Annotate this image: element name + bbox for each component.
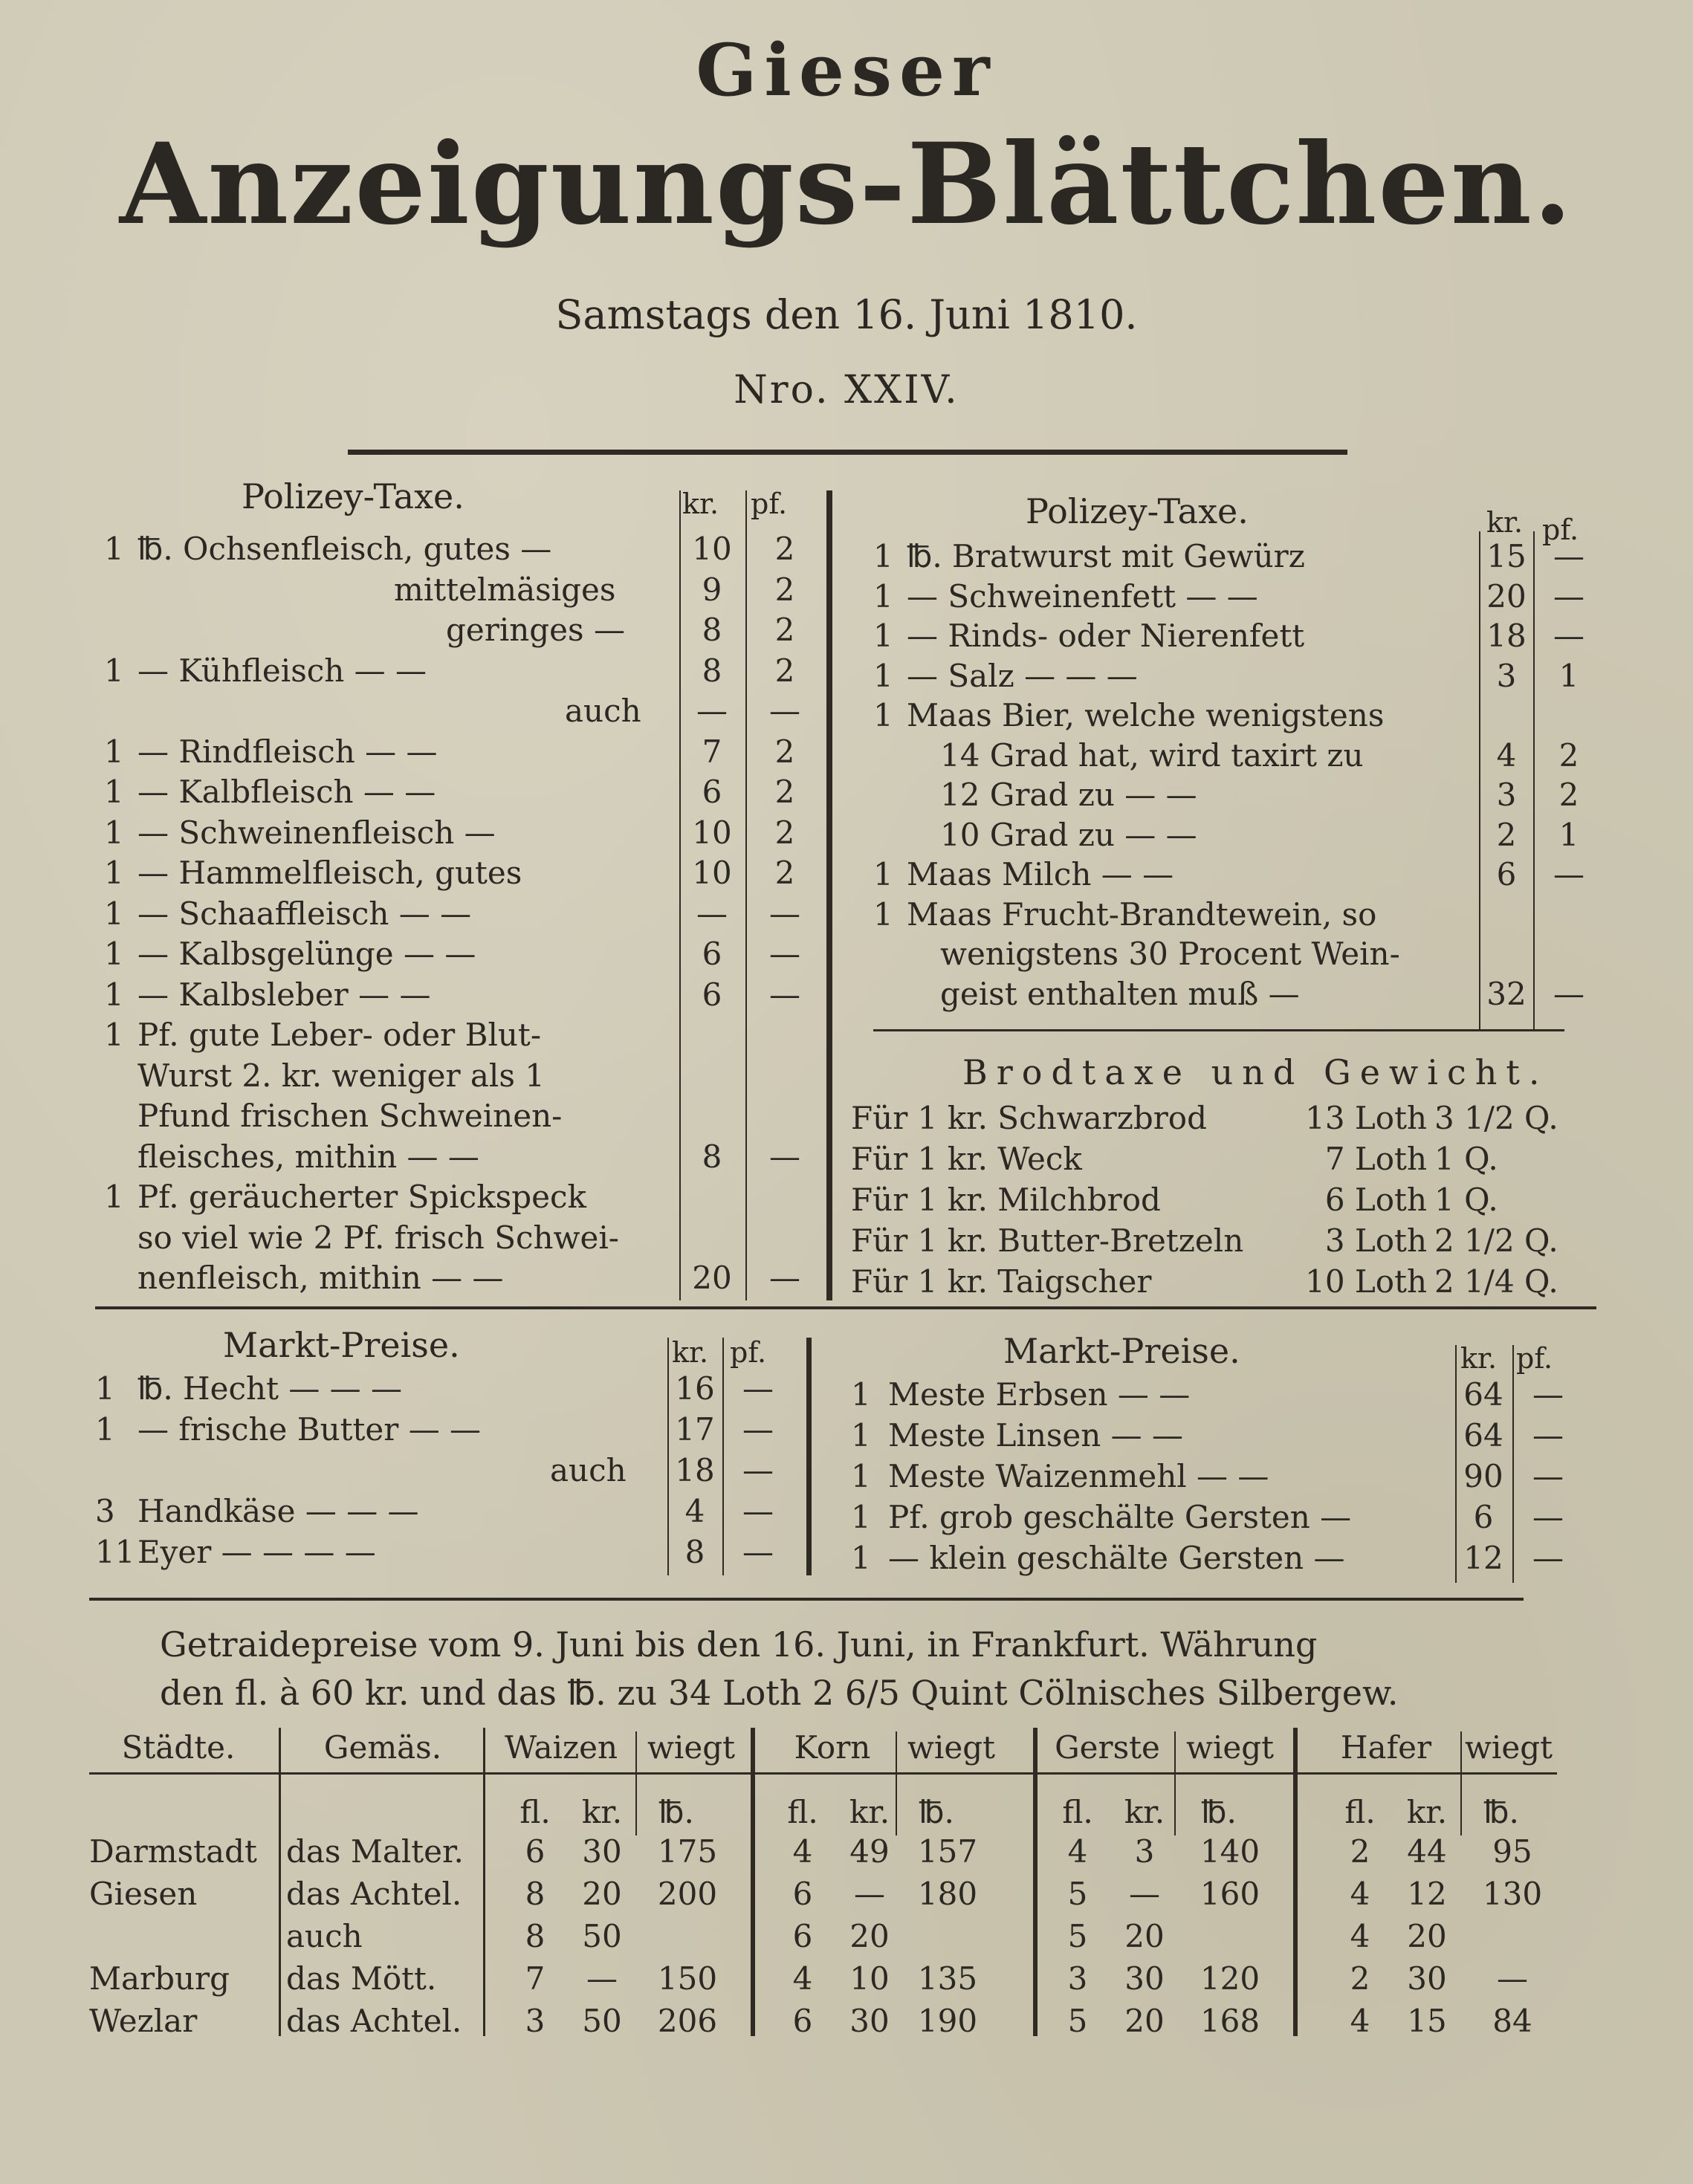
row-kr: 3 [1496, 657, 1517, 694]
getraide-kr: 44 [1407, 1833, 1447, 1870]
getraide-intro-1: Getraidepreise vom 9. Juni bis den 16. Juni, in Frankfurt. Währung [160, 1624, 1318, 1665]
row-pf: — [742, 1534, 774, 1570]
getraide-lb: 200 [657, 1876, 718, 1912]
row-text: — klein geschälte Gersten — [888, 1540, 1345, 1576]
row-kr: 8 [684, 1534, 705, 1570]
polizey-left-rule-pf [745, 490, 747, 1300]
row-text: — frische Butter — — [137, 1411, 482, 1448]
row-text: Meste Waizenmehl — — [888, 1458, 1269, 1494]
row-pf: — [769, 895, 800, 932]
getraide-fl: 3 [525, 2003, 546, 2039]
row-text: Maas Milch — — [907, 856, 1174, 892]
getraide-fl: 8 [525, 1918, 546, 1954]
getraide-vrule-thin [1174, 1731, 1176, 1835]
row-text: — Rindfleisch — — [137, 733, 438, 770]
brodtaxe-loth: 10 Loth [1305, 1263, 1427, 1300]
row-kr: 18 [675, 1452, 715, 1488]
row-text: Handkäse — — — [137, 1493, 419, 1529]
brodtaxe-text: Für 1 kr. Butter-Bretzeln [851, 1222, 1244, 1259]
getraide-lb: 157 [917, 1833, 978, 1870]
row-kr: 4 [1496, 736, 1517, 774]
getraide-lb: 135 [917, 1960, 978, 1997]
brodtaxe-quint: 2 1/4 Q. [1434, 1263, 1558, 1300]
row-qty: 1 [873, 577, 893, 615]
getraide-kr: 20 [582, 1876, 622, 1912]
getraide-kr: 20 [1124, 2003, 1165, 2039]
getraide-kr: 12 [1407, 1876, 1447, 1912]
row-kr: 3 [1496, 777, 1517, 813]
getraide-fl: 7 [525, 1960, 546, 1997]
row-pf: — [769, 976, 800, 1013]
row-pf: — [769, 1138, 800, 1175]
row-qty: 1 [104, 976, 124, 1013]
row-kr: — [696, 693, 728, 729]
brodtaxe-loth: 6 Loth [1324, 1182, 1427, 1218]
row-pf: 2 [1558, 736, 1579, 774]
row-kr: 8 [702, 652, 722, 689]
getraide-kr: 20 [1124, 1918, 1165, 1954]
row-text: — Kalbfleisch — — [137, 774, 436, 810]
getraide-lb: 84 [1492, 2003, 1532, 2039]
getraide-header: wiegt [1464, 1729, 1553, 1766]
getraide-lb: 130 [1482, 1876, 1543, 1912]
row-kr: 10 [692, 814, 732, 851]
polizey-right-bottom-rule [873, 1029, 1564, 1031]
getraide-fl: 4 [1350, 2003, 1370, 2039]
brodtaxe-text: Für 1 kr. Schwarzbrod [851, 1100, 1207, 1136]
row-pf: — [769, 1260, 800, 1296]
getraide-fl: 4 [1350, 1876, 1370, 1912]
markt-right-col-kr: kr. [1460, 1342, 1498, 1375]
getraide-vrule [1033, 1728, 1038, 2036]
masthead-city: Gieser [696, 28, 997, 112]
row-text: — Kalbsgelünge — — [137, 936, 476, 972]
row-qty: 1 [851, 1458, 871, 1494]
getraide-lb: 120 [1200, 1960, 1260, 1997]
row-qty: 1 [104, 814, 124, 851]
row-text: Pf. geräucherter Spickspeck [137, 1179, 586, 1215]
getraide-kr: 49 [849, 1833, 890, 1870]
polizey-left-rule-kr [679, 490, 681, 1300]
getraide-fl: 4 [792, 1960, 813, 1997]
row-pf: — [742, 1452, 774, 1488]
getraide-lb: — [1497, 1960, 1528, 1997]
getraide-header: Gerste [1055, 1729, 1160, 1766]
getraide-stadt: Giesen [89, 1876, 198, 1912]
row-qty: 1 [851, 1499, 871, 1535]
row-text: — Salz — — — [907, 657, 1138, 694]
row-pf: 1 [1558, 657, 1579, 694]
row-kr: 64 [1463, 1417, 1503, 1454]
row-text: 10 Grad zu — — [940, 816, 1197, 853]
getraide-vrule-thin [1460, 1731, 1462, 1835]
getraide-fl: 4 [792, 1833, 813, 1870]
markt-top-rule [95, 1306, 1596, 1309]
getraide-lb: 150 [657, 1960, 718, 1997]
row-qty: 1 [873, 697, 893, 733]
row-kr: — [696, 895, 728, 932]
row-pf: — [1553, 577, 1584, 615]
row-pf: 2 [774, 855, 795, 891]
row-text: Pf. grob geschälte Gersten — [888, 1499, 1352, 1535]
getraide-fl: 2 [1350, 1960, 1370, 1997]
getraide-subheader: ℔. [658, 1794, 694, 1830]
getraide-fl: 5 [1067, 1876, 1088, 1912]
getraide-fl: 5 [1067, 2003, 1088, 2039]
row-qty: 3 [95, 1493, 115, 1529]
getraide-lb: 95 [1492, 1833, 1532, 1870]
row-qty: 1 [104, 855, 124, 891]
getraide-header: Städte. [121, 1729, 236, 1766]
getraide-stadt: Darmstadt [89, 1833, 257, 1870]
getraide-fl: 6 [525, 1833, 546, 1870]
row-qty: 1 [851, 1417, 871, 1454]
getraide-kr: 10 [849, 1960, 890, 1997]
row-qty: 1 [104, 1179, 124, 1215]
row-pf: — [769, 693, 800, 729]
getraide-lb: 206 [657, 2003, 718, 2039]
row-text: fleisches, mithin — — [137, 1138, 479, 1175]
brodtaxe-quint: 1 Q. [1434, 1182, 1498, 1218]
getraide-vrule [751, 1728, 755, 2036]
masthead-date: Samstags den 16. Juni 1810. [555, 291, 1138, 338]
row-qty: 1 [104, 936, 124, 972]
brodtaxe-title: Brodtaxe und Gewicht. [962, 1052, 1549, 1092]
row-pf: 1 [1558, 816, 1579, 853]
row-text: — Kühfleisch — — [137, 652, 427, 689]
row-text: mittelmäsiges [394, 571, 616, 608]
row-qty: 1 [873, 538, 893, 574]
row-qty: 1 [873, 657, 893, 694]
masthead-name: Anzeigungs-Blättchen. [119, 119, 1574, 250]
row-kr: 12 [1463, 1540, 1503, 1576]
row-pf: — [769, 936, 800, 972]
getraide-kr: 50 [582, 1918, 622, 1954]
markt-right-title: Markt-Preise. [1003, 1331, 1240, 1371]
getraide-vrule [279, 1728, 281, 2036]
getraide-vrule [483, 1728, 485, 2036]
getraide-fl: 6 [792, 2003, 813, 2039]
getraide-header: Hafer [1340, 1729, 1432, 1766]
getraide-kr: 30 [582, 1833, 622, 1870]
row-text: — Rinds- oder Nierenfett [907, 618, 1305, 654]
row-pf: — [1532, 1376, 1564, 1413]
getraide-vrule-thin [896, 1731, 897, 1835]
row-qty: 1 [873, 618, 893, 654]
row-kr: 18 [1486, 618, 1527, 654]
getraide-subheader: fl. [787, 1794, 818, 1830]
row-text: Eyer — — — — [137, 1534, 376, 1570]
row-text: Pf. gute Leber- oder Blut- [137, 1017, 542, 1053]
getraide-fl: 2 [1350, 1833, 1370, 1870]
row-text: Wurst 2. kr. weniger als 1 [137, 1057, 545, 1094]
getraide-vrule-thin [635, 1731, 637, 1835]
getraide-stadt: Marburg [89, 1960, 230, 1997]
row-kr: 9 [702, 571, 722, 608]
row-kr: 6 [702, 976, 722, 1013]
polizey-right-rule-pf [1533, 531, 1535, 1029]
row-qty: 1 [104, 1017, 124, 1053]
getraide-gemaes: das Achtel. [286, 1876, 462, 1912]
row-text: geist enthalten muß — [940, 975, 1300, 1012]
brodtaxe-text: Für 1 kr. Taigscher [851, 1263, 1152, 1300]
getraide-intro-2: den fl. à 60 kr. und das ℔. zu 34 Loth 2 6/5 Quint Cölnisches Silbergew. [160, 1673, 1399, 1713]
row-text: Pfund frischen Schweinen- [137, 1098, 563, 1134]
getraide-kr: 20 [1407, 1918, 1447, 1954]
row-pf: — [1553, 538, 1584, 574]
row-pf: — [1532, 1499, 1564, 1535]
row-kr: 16 [675, 1370, 715, 1407]
row-qty: 1 [104, 733, 124, 770]
row-qty: 1 [873, 895, 893, 933]
row-qty: 1 [104, 652, 124, 689]
getraide-kr: — [854, 1876, 885, 1912]
row-kr: 15 [1486, 538, 1527, 574]
getraide-fl: 3 [1067, 1960, 1088, 1997]
getraide-kr: 30 [1124, 1960, 1165, 1997]
brodtaxe-quint: 2 1/2 Q. [1434, 1222, 1558, 1259]
row-qty: 11 [95, 1534, 135, 1570]
row-pf: — [742, 1370, 774, 1407]
row-kr: 2 [1496, 816, 1517, 853]
row-pf: 2 [774, 733, 795, 770]
row-kr: 8 [702, 1138, 722, 1175]
getraide-lb: 190 [917, 2003, 978, 2039]
getraide-gemaes: das Mött. [286, 1960, 437, 1997]
getraide-header: wiegt [1185, 1729, 1274, 1766]
row-kr: 20 [692, 1260, 732, 1296]
getraide-lb: 168 [1200, 2003, 1260, 2039]
row-kr: 10 [692, 531, 732, 567]
row-kr: 32 [1486, 975, 1527, 1012]
row-text: 12 Grad zu — — [940, 777, 1197, 813]
getraide-gemaes: das Achtel. [286, 2003, 462, 2039]
row-kr: 6 [1496, 856, 1517, 892]
row-text: auch [565, 693, 641, 729]
brodtaxe-loth: 7 Loth [1324, 1141, 1427, 1177]
row-text: — Kalbsleber — — [137, 976, 431, 1013]
getraide-fl: 8 [525, 1876, 546, 1912]
row-qty: 1 [104, 895, 124, 932]
row-text: Maas Bier, welche wenigstens [907, 697, 1385, 733]
row-qty: 1 [851, 1540, 871, 1576]
brodtaxe-text: Für 1 kr. Weck [851, 1141, 1082, 1177]
getraide-kr: 50 [582, 2003, 622, 2039]
markt-left-title: Markt-Preise. [223, 1325, 460, 1365]
polizey-left-title: Polizey-Taxe. [242, 476, 464, 516]
getraide-kr: 30 [849, 2003, 890, 2039]
markt-right-rule-pf [1512, 1345, 1514, 1583]
row-text: ℔. Bratwurst mit Gewürz [907, 538, 1305, 574]
row-text: — Schweinenfett — — [907, 577, 1258, 615]
getraide-fl: 6 [792, 1918, 813, 1954]
row-qty: 1 [104, 774, 124, 810]
row-kr: 8 [702, 612, 722, 648]
row-pf: — [1553, 856, 1584, 892]
getraide-fl: 4 [1067, 1833, 1088, 1870]
row-pf: — [1553, 975, 1584, 1012]
brodtaxe-text: Für 1 kr. Milchbrod [851, 1182, 1161, 1218]
row-kr: 6 [702, 774, 722, 810]
getraide-lb: 180 [917, 1876, 978, 1912]
row-text: nenfleisch, mithin — — [137, 1260, 504, 1296]
row-text: — Hammelfleisch, gutes [137, 855, 522, 891]
row-pf: — [1553, 618, 1584, 654]
getraide-top-rule [89, 1598, 1524, 1601]
getraide-subheader: ℔. [1201, 1794, 1237, 1830]
row-text: ℔. Hecht — — — [137, 1370, 403, 1407]
getraide-kr: 3 [1134, 1833, 1155, 1870]
getraide-gemaes: das Malter. [286, 1833, 464, 1870]
getraide-fl: 4 [1350, 1918, 1370, 1954]
brodtaxe-quint: 1 Q. [1434, 1141, 1498, 1177]
row-qty: 1 [95, 1370, 115, 1407]
row-kr: 10 [692, 855, 732, 891]
row-text: — Schaaffleisch — — [137, 895, 472, 932]
getraide-stadt: Wezlar [89, 2003, 198, 2039]
polizey-right-col-pf: pf. [1542, 513, 1579, 546]
row-kr: 90 [1463, 1458, 1503, 1494]
row-qty: 1 [851, 1376, 871, 1413]
row-text: ℔. Ochsenfleisch, gutes — [137, 531, 552, 567]
row-kr: 7 [702, 733, 722, 770]
getraide-subheader: fl. [519, 1794, 551, 1830]
row-kr: 4 [684, 1493, 705, 1529]
masthead-rule [348, 450, 1347, 455]
getraide-kr: 20 [849, 1918, 890, 1954]
row-text: geringes — [446, 612, 625, 648]
row-text: wenigstens 30 Procent Wein- [940, 936, 1400, 972]
getraide-header-rule [89, 1772, 1557, 1775]
getraide-fl: 5 [1067, 1918, 1088, 1954]
getraide-kr: 30 [1407, 1960, 1447, 1997]
getraide-subheader: kr. [581, 1794, 623, 1830]
getraide-kr: — [586, 1960, 618, 1997]
getraide-subheader: kr. [1406, 1794, 1448, 1830]
getraide-subheader: fl. [1344, 1794, 1376, 1830]
center-divider [826, 490, 832, 1300]
markt-left-col-kr: kr. [672, 1336, 709, 1369]
getraide-header: Waizen [504, 1729, 618, 1766]
row-qty: 1 [95, 1411, 115, 1448]
row-kr: 64 [1463, 1376, 1503, 1413]
row-qty: 1 [104, 531, 124, 567]
polizey-right-col-kr: kr. [1486, 506, 1524, 539]
row-pf: 2 [774, 571, 795, 608]
row-pf: — [742, 1493, 774, 1529]
row-kr: 6 [1473, 1499, 1494, 1535]
row-text: Meste Linsen — — [888, 1417, 1184, 1454]
polizey-left-col-pf: pf. [751, 487, 788, 520]
getraide-subheader: ℔. [919, 1794, 954, 1830]
getraide-gemaes: auch [286, 1918, 363, 1954]
getraide-fl: 6 [792, 1876, 813, 1912]
row-pf: — [742, 1411, 774, 1448]
row-text: — Schweinenfleisch — [137, 814, 496, 851]
row-pf: 2 [774, 814, 795, 851]
getraide-subheader: kr. [849, 1794, 890, 1830]
brodtaxe-loth: 13 Loth [1305, 1100, 1427, 1136]
row-pf: 2 [1558, 777, 1579, 813]
row-kr: 6 [702, 936, 722, 972]
markt-right-col-pf: pf. [1516, 1342, 1553, 1375]
markt-center-divider [806, 1338, 812, 1575]
row-pf: 2 [774, 531, 795, 567]
row-pf: 2 [774, 652, 795, 689]
polizey-right-title: Polizey-Taxe. [1026, 491, 1249, 531]
masthead-issue: Nro. XXIV. [734, 368, 959, 412]
getraide-kr: — [1129, 1876, 1160, 1912]
row-qty: 1 [873, 856, 893, 892]
getraide-lb: 140 [1200, 1833, 1260, 1870]
getraide-subheader: fl. [1062, 1794, 1093, 1830]
row-pf: — [1532, 1417, 1564, 1454]
row-text: auch [550, 1452, 627, 1488]
row-kr: 20 [1486, 577, 1527, 615]
getraide-subheader: ℔. [1483, 1794, 1519, 1830]
row-text: Maas Frucht-Brandtewein, so [907, 895, 1377, 933]
markt-left-col-pf: pf. [730, 1336, 767, 1369]
getraide-kr: 15 [1407, 2003, 1447, 2039]
row-kr: 17 [675, 1411, 715, 1448]
row-pf: — [1532, 1458, 1564, 1494]
getraide-subheader: kr. [1124, 1794, 1165, 1830]
polizey-left-col-kr: kr. [682, 487, 719, 520]
markt-left-rule-pf [722, 1338, 724, 1575]
getraide-header: Korn [794, 1729, 871, 1766]
brodtaxe-quint: 3 1/2 Q. [1434, 1100, 1558, 1136]
getraide-header: wiegt [907, 1729, 995, 1766]
row-text: 14 Grad hat, wird taxirt zu [940, 736, 1364, 774]
getraide-header: wiegt [647, 1729, 735, 1766]
getraide-header: Gemäs. [323, 1729, 442, 1766]
polizey-right-rule-kr [1479, 531, 1480, 1029]
getraide-lb: 160 [1200, 1876, 1260, 1912]
brodtaxe-loth: 3 Loth [1324, 1222, 1427, 1259]
getraide-vrule [1293, 1728, 1298, 2036]
row-text: so viel wie 2 Pf. frisch Schwei- [137, 1219, 619, 1256]
row-pf: — [1532, 1540, 1564, 1576]
getraide-lb: 175 [657, 1833, 718, 1870]
row-pf: 2 [774, 612, 795, 648]
row-pf: 2 [774, 774, 795, 810]
row-text: Meste Erbsen — — [888, 1376, 1191, 1413]
